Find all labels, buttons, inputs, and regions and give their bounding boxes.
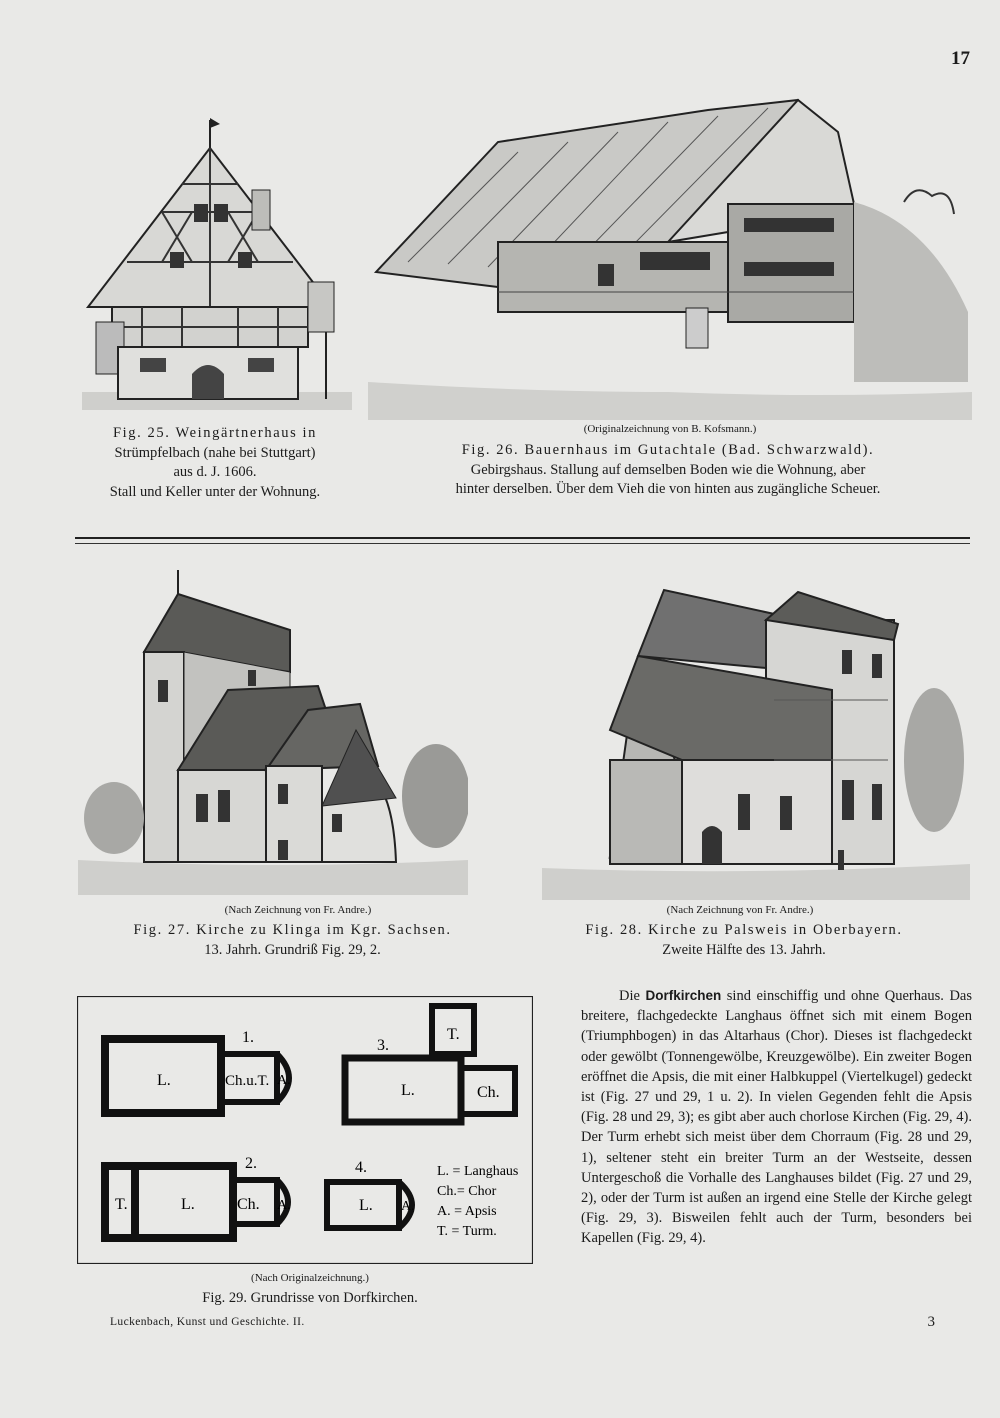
- fig27-caption: [110, 921, 475, 960]
- plan-number-1: 1.: [242, 1029, 254, 1046]
- fig28-caption-line: Fig. 28. Kirche zu Palsweis in Oberbayern.: [585, 922, 903, 938]
- fig25-caption: [70, 424, 360, 502]
- footer-sheet-number: 3: [927, 1314, 935, 1330]
- fig29-plans: [77, 996, 533, 1264]
- fig27-credit-text: (Nach Zeichnung von Fr. Andre.): [224, 904, 372, 916]
- body-term: Dorfkirchen: [645, 988, 722, 1003]
- plan3-chor-label: Ch.: [477, 1084, 500, 1101]
- legend-item: L. = Langhaus: [437, 1164, 519, 1179]
- fig25-caption-line: Fig. 25. Weingärtnerhaus in: [112, 425, 318, 441]
- fig26-caption-line: Fig. 26. Bauernhaus im Gutachtale (Bad. Schwarzwald).: [461, 442, 875, 458]
- plan-number-2: 2.: [245, 1155, 257, 1172]
- plan1-apsis-label: A.: [277, 1073, 291, 1088]
- fig28-caption-line: Zweite Hälfte des 13. Jahrh.: [662, 941, 826, 958]
- fig25-illustration: [82, 112, 352, 410]
- fig27-caption-line: 13. Jahrh. Grundriß Fig. 29, 2.: [204, 941, 381, 958]
- plan3-turm-label: T.: [447, 1026, 460, 1043]
- legend-item: Ch.= Chor: [437, 1184, 497, 1199]
- fig25-caption-line: Strümpfelbach (nahe bei Stuttgart): [114, 444, 316, 461]
- fig27-caption-line: Fig. 27. Kirche zu Klinga im Kgr. Sachsen.: [133, 922, 452, 938]
- plan1-langhaus-label: L.: [157, 1072, 171, 1089]
- fig26-credit: (Originalzeichnung von B. Kofsmann.): [583, 423, 757, 435]
- legend-item: A. = Apsis: [437, 1204, 497, 1219]
- plan1-chor-turm-label: Ch.u.T.: [225, 1073, 270, 1089]
- fig25-caption-line: aus d. J. 1606.: [173, 464, 257, 480]
- fig27-credit: [168, 904, 428, 916]
- plan-number-3: 3.: [377, 1037, 389, 1054]
- fig26-caption: [418, 441, 918, 500]
- legend-item: T. = Turm.: [437, 1224, 497, 1239]
- fig27-illustration: [78, 570, 468, 895]
- body-text: sind einschiffig und ohne Querhaus. Das breitere, flachgedeckte Langhaus öffnet sich mit einem Bogen (Triumphbogen) in das Altarhaus (Chor). Dieses ist flachgedeckt oder gewölbt (Tonnengewölbe, Kreuzgewölbe). Ein zweiter Bogen eröffnet die Apsis, die mit einer Halbkuppel (Viertelkugel) gedeckt ist (Fig. 27 und 29, 1 u. 2). In vielen Gegenden fehlt die Apsis (Fig. 28 und 29, 3); es gibt aber auch chorlose Kirchen (Fig. 29, 4). Der Turm erhebt sich meist über dem Chorraum (Fig. 28 und 29, 1), seltener steht ein breiter Turm an der Westseite, dessen Untergeschoß die Vorhalle des Langhauses bildet (Fig. 27 und 29, 2), oder der Turm ist außen an irgend eine Stelle der Kirche gelegt (Fig. 29, 3). Bisweilen fehlt auch der Turm, besonders bei Kapellen (Fig. 29, 4).: [581, 988, 973, 1247]
- plan-number-4: 4.: [355, 1159, 367, 1176]
- plan2-turm-label: T.: [115, 1196, 128, 1213]
- fig26-caption-line: hinter derselben. Über dem Vieh die von hinten aus zugängliche Scheuer.: [455, 481, 881, 497]
- fig29-caption: Fig. 29. Grundrisse von Dorfkirchen.: [202, 1290, 418, 1306]
- fig28-illustration: [542, 580, 970, 900]
- divider-rule: [75, 543, 970, 544]
- fig28-credit: (Nach Zeichnung von Fr. Andre.): [666, 904, 814, 916]
- fig25-caption-line: Stall und Keller unter der Wohnung.: [109, 483, 321, 500]
- fig26-caption-line: Gebirgshaus. Stallung auf demselben Boden wie die Wohnung, aber: [470, 461, 866, 478]
- body-paragraph: [581, 986, 972, 1249]
- plan2-apsis-label: A.: [277, 1198, 291, 1213]
- plan4-apsis-label: A.: [401, 1199, 415, 1214]
- plan2-chor-label: Ch.: [237, 1196, 260, 1213]
- fig26-illustration: [368, 92, 972, 420]
- page-number: 17: [951, 48, 970, 69]
- divider-rule: [75, 537, 970, 539]
- footer-source: Luckenbach, Kunst und Geschichte. II.: [110, 1316, 305, 1328]
- plan2-langhaus-label: L.: [181, 1196, 195, 1213]
- body-lead: Die: [619, 988, 640, 1004]
- plan3-langhaus-label: L.: [401, 1082, 415, 1099]
- plan4-langhaus-label: L.: [359, 1197, 373, 1214]
- fig28-caption: [560, 921, 928, 960]
- fig29-credit: (Nach Originalzeichnung.): [251, 1272, 369, 1284]
